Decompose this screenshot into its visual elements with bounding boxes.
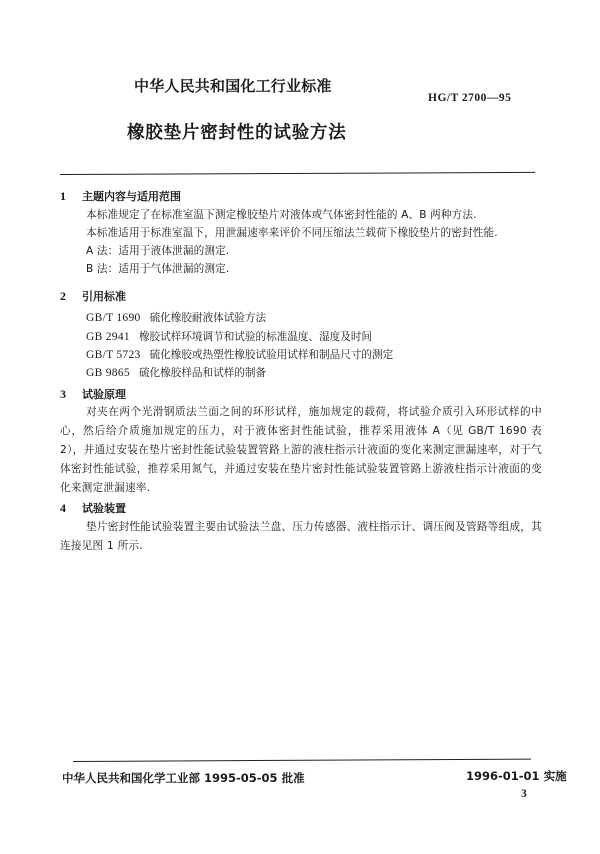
page-number: 3 [521,788,527,800]
document-title: 橡胶垫片密封性的试验方法 [127,123,347,143]
section-number: 1 [60,189,66,203]
reference-title: 橡胶试样环境调节和试验的标准温度、湿度及时间 [138,331,373,343]
section-3-paragraph: 对夹在两个光滑钢质法兰面之间的环形试样，施加规定的载荷，将试验介质引入环形试样的中心，然后给介质施加规定的压力，对于液体密封性能试验，推荐采用液体 A（见 GB/T 1690 表 2），并通过安装在垫片密封性能试验装置管路上游的液柱指示计液面的变化来测定泄漏速率，对于气体密封性能试验，推荐采用氮气，并通过安装在垫片密封性能试验装置管路上游液柱指示计液面的变化来测定泄漏速率. [60,406,542,494]
section-title: 引用标准 [82,290,126,303]
section-1-line-1: 本标准规定了在标准室温下测定橡胶垫片对液体或气体密封性能的 A、B 两种方法. [86,209,477,221]
section-number: 3 [60,387,66,401]
reference-code: GB/T 1690 [86,312,141,324]
section-1-line-3: A 法：适用于液体泄漏的测定. [86,245,230,257]
section-1-heading [60,188,181,204]
section-3-heading [60,386,126,402]
section-title: 主题内容与适用范围 [82,190,181,203]
section-1-line-4: B 法：适用于气体泄漏的测定. [86,263,230,275]
section-number: 2 [60,289,66,303]
reference-code: GB 2941 [86,331,130,343]
section-title: 试验原理 [82,388,126,401]
approval-note: 中华人民共和国化学工业部 1995-05-05 批准 [62,771,305,785]
section-4-heading [60,500,126,516]
reference-item [86,310,266,325]
section-4-paragraph: 垫片密封性能试验装置主要由试验法兰盘、压力传感器、液柱指示计、调压阀及管路等组成，其连接见图 1 所示. [60,521,542,552]
reference-code: GB/T 5723 [86,349,141,361]
reference-title: 硫化橡胶或热塑性橡胶试验用试样和制品尺寸的测定 [149,349,394,361]
section-title: 试验装置 [82,502,126,515]
header-divider [60,172,535,175]
footer-divider [73,759,531,762]
reference-code: GB 9865 [86,367,130,379]
standard-organization: 中华人民共和国化工行业标准 [134,77,332,95]
section-1-line-2: 本标准适用于标准室温下，用泄漏速率来评价不同压缩法兰载荷下橡胶垫片的密封性能. [86,227,498,239]
reference-item [86,365,266,380]
section-2-heading [60,288,126,304]
reference-item [86,347,393,362]
reference-item [86,329,372,344]
section-number: 4 [60,501,66,515]
reference-title: 硫化橡胶耐液体试验方法 [149,312,267,324]
standard-code: HG/T 2700—95 [428,92,512,104]
implementation-date: 1996-01-01 实施 [466,769,567,783]
reference-title: 硫化橡胶样品和试样的制备 [138,367,267,379]
